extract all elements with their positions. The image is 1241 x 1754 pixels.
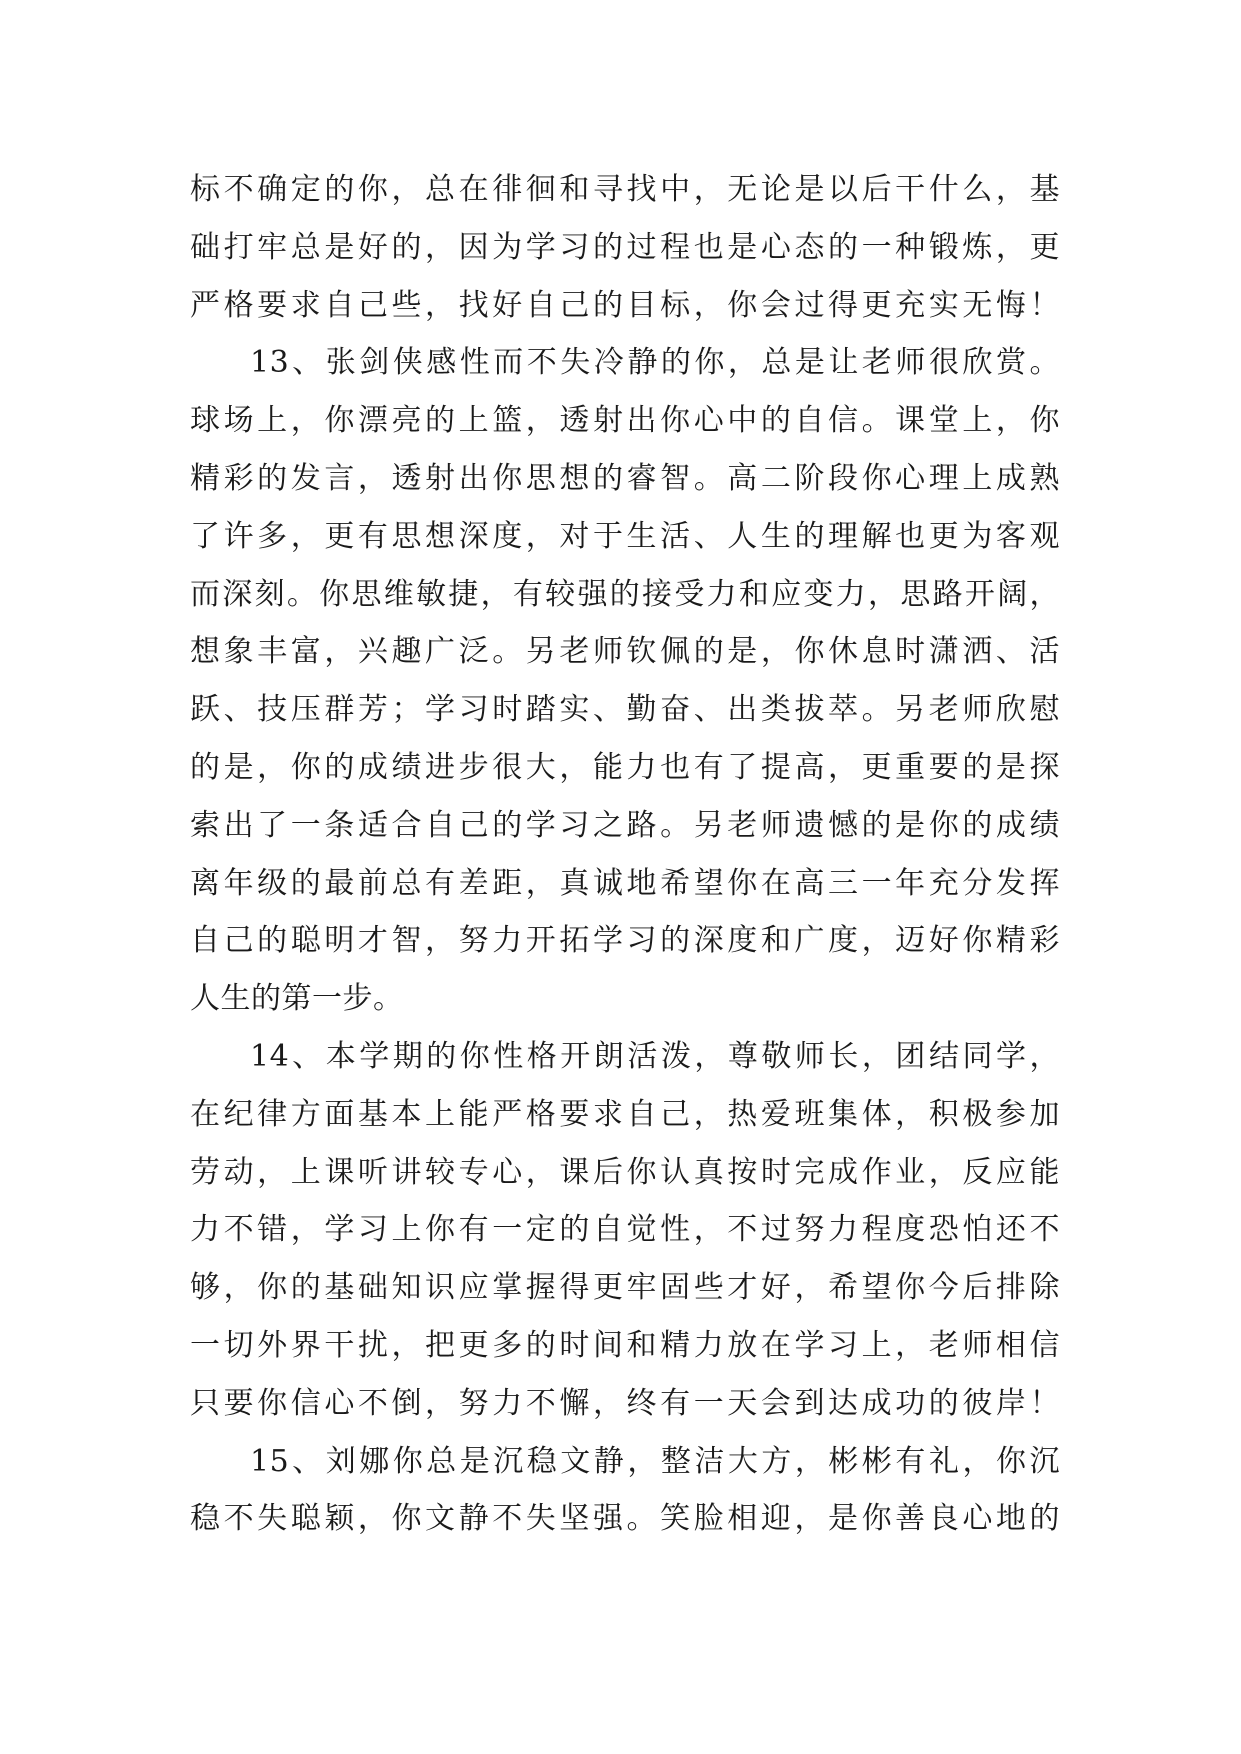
- text-line: 础打牢总是好的，因为学习的过程也是心态的一种锻炼，更: [190, 229, 1060, 265]
- text-line: 力不错，学习上你有一定的自觉性，不过努力程度恐怕还不: [190, 1212, 1060, 1248]
- text-line: 13、张剑侠感性而不失冷静的你，总是让老师很欣赏。: [250, 345, 1060, 381]
- text-line: 而深刻。你思维敏捷，有较强的接受力和应变力，思路开阔，: [190, 576, 1060, 612]
- text-line: 只要你信心不倒，努力不懈，终有一天会到达成功的彼岸！: [190, 1385, 1060, 1421]
- text-line: 15、刘娜你总是沉稳文静，整洁大方，彬彬有礼，你沉: [250, 1443, 1060, 1479]
- text-line: 劳动，上课听讲较专心，课后你认真按时完成作业，反应能: [190, 1154, 1060, 1190]
- text-line: 14、本学期的你性格开朗活泼，尊敬师长，团结同学，: [250, 1038, 1060, 1074]
- text-line: 自己的聪明才智，努力开拓学习的深度和广度，迈好你精彩: [190, 923, 1060, 959]
- text-line: 的是，你的成绩进步很大，能力也有了提高，更重要的是探: [190, 749, 1060, 785]
- text-line: 想象丰富，兴趣广泛。另老师钦佩的是，你休息时潇洒、活: [190, 634, 1060, 670]
- text-line: 精彩的发言，透射出你思想的睿智。高二阶段你心理上成熟: [190, 460, 1060, 496]
- text-line: 人生的第一步。: [190, 981, 404, 1017]
- text-line: 够，你的基础知识应掌握得更牢固些才好，希望你今后排除: [190, 1270, 1060, 1306]
- document-body: [190, 161, 1060, 1548]
- text-line: 在纪律方面基本上能严格要求自己，热爱班集体，积极参加: [190, 1096, 1060, 1132]
- text-line: 严格要求自己些，找好自己的目标，你会过得更充实无悔！: [190, 287, 1060, 323]
- text-line: 标不确定的你，总在徘徊和寻找中，无论是以后干什么，基: [190, 172, 1060, 207]
- text-line: 一切外界干扰，把更多的时间和精力放在学习上，老师相信: [190, 1327, 1060, 1363]
- text-line: 跃、技压群芳；学习时踏实、勤奋、出类拔萃。另老师欣慰: [190, 692, 1060, 728]
- text-line: 索出了一条适合自己的学习之路。另老师遗憾的是你的成绩: [190, 807, 1060, 843]
- text-line: 了许多，更有思想深度，对于生活、人生的理解也更为客观: [190, 518, 1060, 554]
- text-line: 球场上，你漂亮的上篮，透射出你心中的自信。课堂上，你: [190, 403, 1060, 439]
- text-line: 离年级的最前总有差距，真诚地希望你在高三一年充分发挥: [190, 865, 1060, 901]
- text-line: 稳不失聪颖，你文静不失坚强。笑脸相迎，是你善良心地的: [190, 1501, 1060, 1537]
